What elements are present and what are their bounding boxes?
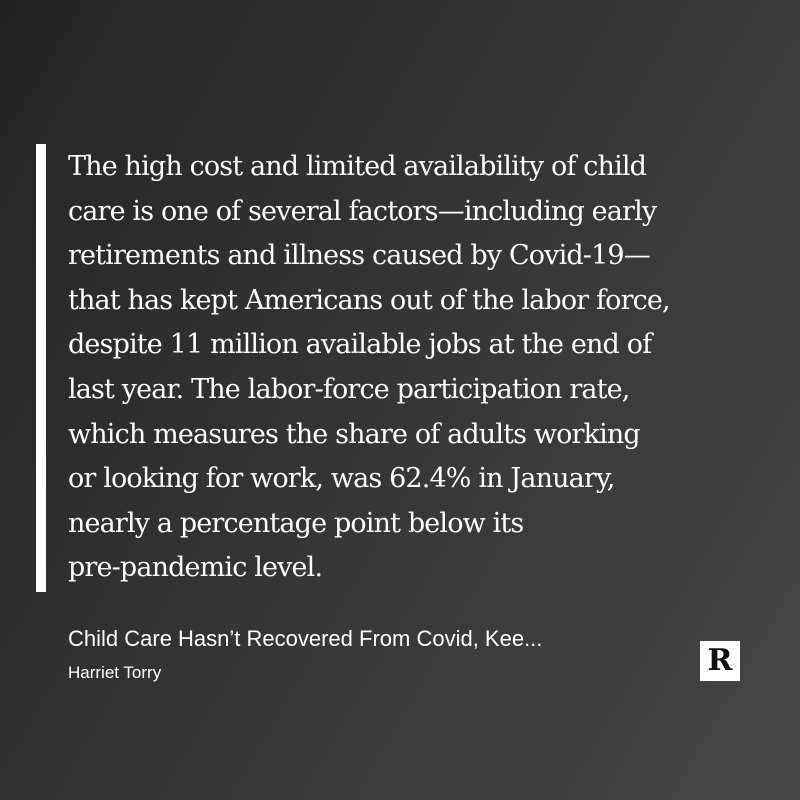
article-title[interactable]: Child Care Hasn’t Recovered From Covid, Kee... [68, 626, 543, 651]
quote-bar [36, 144, 46, 592]
article-author: Harriet Torry [68, 663, 162, 682]
logo-icon [700, 641, 740, 681]
logo-letter: R [707, 643, 733, 678]
quote-text: The high cost and limited availability of child care is one of several factors—including early retirements and illness caused by Covid-19— that has kept Americans out of the labor force, despite 11 million available jobs at the end of last year. The labor-force participation rate, which measures the share of adults working or looking for work, was 62.4% in January, nearly a percentage point below its pre-pandemic level. [68, 151, 670, 584]
